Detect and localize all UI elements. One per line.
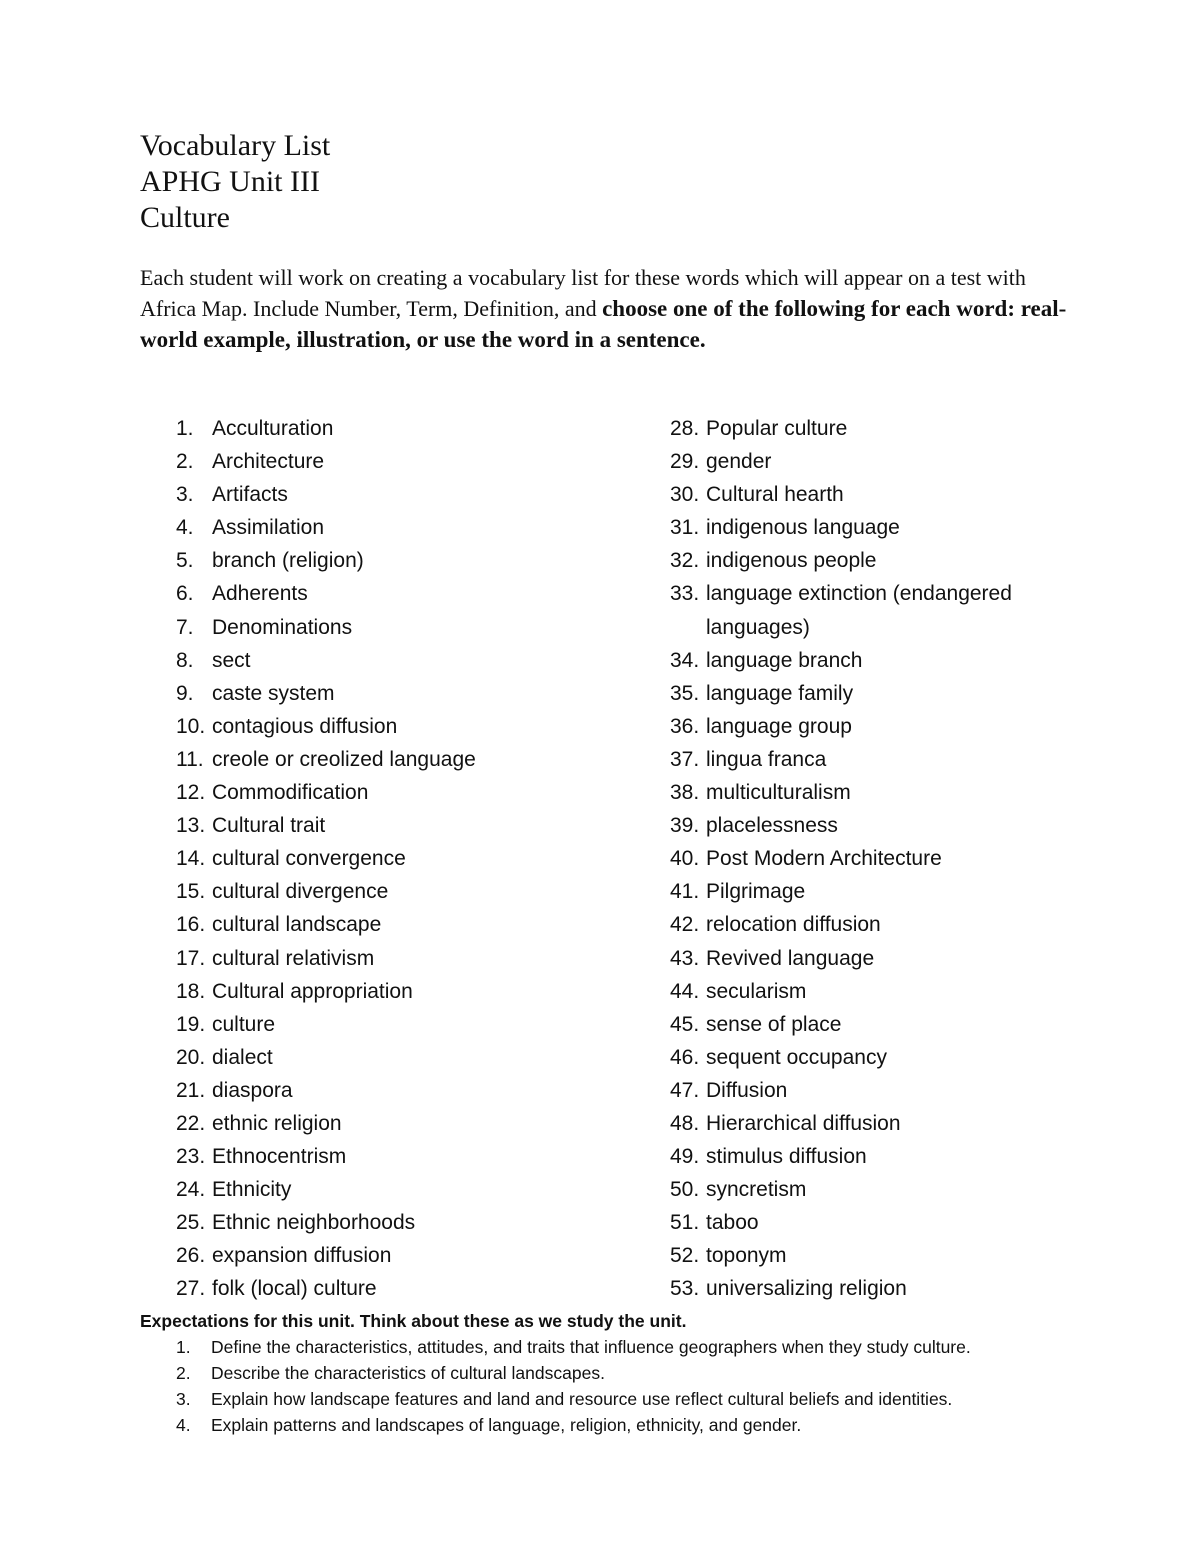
expectation-item-number: 1. [176,1337,191,1357]
vocabulary-item-term: toponym [706,1244,787,1268]
vocabulary-item-term: taboo [706,1211,759,1235]
vocabulary-item [670,478,1070,511]
vocabulary-item [176,644,636,677]
vocabulary-item [670,1041,1070,1074]
vocabulary-item-number: 38. [670,781,700,805]
title-line-2: APHG Unit III [140,165,320,198]
document-title [140,128,330,236]
vocabulary-item-number: 30. [670,483,700,507]
vocabulary-item-number: 6. [176,582,194,606]
expectation-item-text: Explain patterns and landscapes of language, religion, ethnicity, and gender. [211,1415,802,1435]
vocabulary-item [176,1041,636,1074]
vocabulary-item-term: language group [706,714,852,738]
vocabulary-item-number: 28. [670,417,700,440]
vocabulary-item [176,1107,636,1140]
vocabulary-item [176,875,636,908]
vocabulary-item [176,1239,636,1272]
vocabulary-item [670,1140,1070,1173]
vocabulary-item-term: universalizing religion [706,1277,907,1301]
vocabulary-item-term: Ethnic neighborhoods [212,1211,416,1235]
expectation-item-number: 4. [176,1415,191,1435]
vocabulary-item [176,577,636,610]
vocabulary-item-number: 11. [176,747,204,771]
vocabulary-item-term: expansion diffusion [212,1244,392,1268]
vocabulary-item-term: indigenous language [706,516,900,540]
vocabulary-item-number: 4. [176,516,194,540]
vocabulary-item [176,1008,636,1041]
expectation-item-text: Define the characteristics, attitudes, and traits that influence geographers when they study culture. [211,1337,971,1357]
vocabulary-item-number: 25. [176,1211,206,1235]
vocabulary-item-number: 37. [670,747,700,771]
vocabulary-item-term: Cultural trait [212,814,326,838]
vocabulary-item-term: indigenous people [706,549,877,573]
vocabulary-item-number: 2. [176,450,194,474]
vocabulary-item-number: 42. [670,913,700,937]
vocabulary-item [670,1206,1070,1239]
vocabulary-item-number: 8. [176,648,194,672]
vocabulary-item [176,478,636,511]
vocabulary-item-term: Revived language [706,946,875,970]
vocabulary-item-term: caste system [212,681,335,705]
title-line-1: Vocabulary List [140,129,331,162]
vocabulary-item-term: Commodification [212,781,369,805]
vocabulary-item [670,1107,1070,1140]
vocabulary-item-number: 22. [176,1111,206,1135]
vocabulary-item [670,809,1070,842]
vocabulary-item-number: 24. [176,1178,206,1202]
expectation-item [140,1386,1070,1412]
vocabulary-item-number: 27. [176,1277,206,1301]
vocabulary-item-term: stimulus diffusion [706,1145,867,1169]
vocabulary-item-number: 29. [670,450,700,474]
vocabulary-item [670,842,1070,875]
expectation-item [140,1360,1070,1386]
vocabulary-item [176,544,636,577]
vocabulary-item [176,908,636,941]
vocabulary-item-number: 14. [176,847,206,871]
vocabulary-item-number: 50. [670,1178,700,1202]
vocabulary-item [176,412,636,445]
vocabulary-item [176,809,636,842]
vocabulary-item-number: 10. [176,714,206,738]
vocabulary-item [670,710,1070,743]
vocabulary-item-term: Hierarchical diffusion [706,1111,901,1135]
vocabulary-item-term: dialect [212,1045,273,1069]
vocabulary-item-term: Post Modern Architecture [706,847,942,871]
vocabulary-item-number: 43. [670,946,700,970]
vocabulary-item-number: 21. [176,1078,206,1102]
expectation-item-number: 2. [176,1363,191,1383]
vocabulary-item [176,776,636,809]
vocabulary-item [176,611,636,644]
vocabulary-item-term: cultural convergence [212,847,406,871]
vocabulary-item [176,511,636,544]
vocabulary-item-term: sequent occupancy [706,1045,887,1069]
vocabulary-item-number: 26. [176,1244,206,1268]
vocabulary-item-number: 20. [176,1045,206,1069]
vocabulary-item-term: folk (local) culture [212,1277,377,1301]
vocabulary-item-term: cultural divergence [212,880,389,904]
vocabulary-item-number: 19. [176,1012,206,1036]
instructions-paragraph [140,262,1070,355]
vocabulary-item-term: secularism [706,979,807,1003]
vocabulary-item-term: sect [212,648,251,672]
vocabulary-item [670,875,1070,908]
vocabulary-item [176,975,636,1008]
vocabulary-item-term: Pilgrimage [706,880,806,904]
vocabulary-item [670,511,1070,544]
vocabulary-list-right [670,412,1070,1306]
vocabulary-item [670,677,1070,710]
vocabulary-item-number: 32. [670,549,700,573]
vocabulary-item-term: Ethnicity [212,1178,292,1202]
vocabulary-item [670,445,1070,478]
vocabulary-item-number: 31. [670,516,700,540]
expectations-section [140,1308,1070,1438]
vocabulary-item-term: cultural relativism [212,946,375,970]
vocabulary-item [670,644,1070,677]
vocabulary-item-term: lingua franca [706,747,827,771]
vocabulary-item [670,908,1070,941]
vocabulary-item-number: 17. [176,946,206,970]
vocabulary-item-number: 7. [176,615,194,639]
vocabulary-item-term: Diffusion [706,1078,788,1102]
expectation-item [140,1334,1070,1360]
vocabulary-item [670,577,1070,643]
vocabulary-item [670,1239,1070,1272]
vocabulary-item [176,677,636,710]
vocabulary-item-term: diaspora [212,1078,293,1102]
vocabulary-item-number: 49. [670,1145,700,1169]
vocabulary-item-number: 3. [176,483,194,507]
vocabulary-item-term: culture [212,1012,276,1036]
vocabulary-item-number: 36. [670,714,700,738]
vocabulary-item [176,1173,636,1206]
vocabulary-item [670,942,1070,975]
vocabulary-item [176,1074,636,1107]
vocabulary-item-number: 39. [670,814,700,838]
vocabulary-item [670,412,1070,445]
vocabulary-item-number: 40. [670,847,700,871]
vocabulary-item-term: language family [706,681,854,705]
vocabulary-list-left [176,412,636,1306]
vocabulary-item-number: 9. [176,681,194,705]
vocabulary-item [670,1173,1070,1206]
vocabulary-item [670,544,1070,577]
vocabulary-item-number: 13. [176,814,206,838]
vocabulary-item-term: contagious diffusion [212,714,398,738]
vocabulary-item-term: cultural landscape [212,913,382,937]
vocabulary-item-number: 5. [176,549,194,573]
vocabulary-item-number: 15. [176,880,206,904]
vocabulary-item-term: sense of place [706,1012,842,1036]
expectation-item-number: 3. [176,1389,191,1409]
vocabulary-item [176,1272,636,1305]
vocabulary-item-number: 35. [670,681,700,705]
vocabulary-item-term: Assimilation [212,516,325,540]
vocabulary-item-number: 51. [670,1211,700,1235]
vocabulary-item-term: branch (religion) [212,549,364,573]
vocabulary-item-number: 48. [670,1111,700,1135]
vocabulary-item-number: 16. [176,913,206,937]
vocabulary-item-number: 41. [670,880,700,904]
vocabulary-item-term: Artifacts [212,483,288,507]
vocabulary-item [176,1206,636,1239]
vocabulary-item-term: placelessness [706,814,838,838]
vocabulary-item-term: relocation diffusion [706,913,881,937]
vocabulary-item-number: 53. [670,1277,700,1301]
vocabulary-item [176,445,636,478]
expectation-item-text: Describe the characteristics of cultural landscapes. [211,1363,605,1383]
vocabulary-item-number: 47. [670,1078,700,1102]
vocabulary-item-number: 52. [670,1244,700,1268]
expectations-list [140,1334,1070,1438]
vocabulary-item-term: gender [706,450,772,474]
title-line-3: Culture [140,201,230,234]
vocabulary-item [670,1272,1070,1305]
instructions-text: Each student will work on creating a vocabulary list for these words which will appear on a test with Africa Map. Include Number, Term, Definition, and [140,265,1026,321]
vocabulary-item-number: 18. [176,979,206,1003]
vocabulary-item [670,1074,1070,1107]
vocabulary-item [176,942,636,975]
vocabulary-item-term: Popular culture [706,417,848,440]
vocabulary-item-term: Denominations [212,615,353,639]
expectation-item-text: Explain how landscape features and land and resource use reflect cultural beliefs and identities. [211,1389,953,1409]
vocabulary-item-term: multiculturalism [706,781,851,805]
vocabulary-item-number: 23. [176,1145,206,1169]
expectations-heading: Expectations for this unit. Think about these as we study the unit. [140,1311,687,1331]
vocabulary-item-number: 44. [670,979,700,1003]
vocabulary-item [670,776,1070,809]
vocabulary-item [670,975,1070,1008]
vocabulary-item-term: ethnic religion [212,1111,342,1135]
vocabulary-item-term: Architecture [212,450,325,474]
vocabulary-item-term: language branch [706,648,863,672]
vocabulary-item-term: Adherents [212,582,308,606]
vocabulary-item [670,743,1070,776]
vocabulary-item [176,743,636,776]
vocabulary-item-term: language extinction (endangered languages) [706,582,1012,639]
vocabulary-item-term: Cultural hearth [706,483,844,507]
vocabulary-item-number: 1. [176,417,194,440]
vocabulary-item-term: syncretism [706,1178,807,1202]
vocabulary-item [670,1008,1070,1041]
vocabulary-item-term: Acculturation [212,417,334,440]
vocabulary-item-term: Ethnocentrism [212,1145,347,1169]
expectation-item [140,1412,1070,1438]
vocabulary-item [176,842,636,875]
vocabulary-item-number: 46. [670,1045,700,1069]
vocabulary-item-number: 12. [176,781,206,805]
vocabulary-item-number: 33. [670,582,700,606]
vocabulary-item-number: 34. [670,648,700,672]
vocabulary-item-number: 45. [670,1012,700,1036]
vocabulary-item-term: Cultural appropriation [212,979,413,1003]
vocabulary-item-term: creole or creolized language [212,747,476,771]
vocabulary-item [176,1140,636,1173]
instructions-bold-text: choose one of the following for each word: real-world example, illustration, or use the word in a sentence. [140,296,1067,352]
vocabulary-item [176,710,636,743]
